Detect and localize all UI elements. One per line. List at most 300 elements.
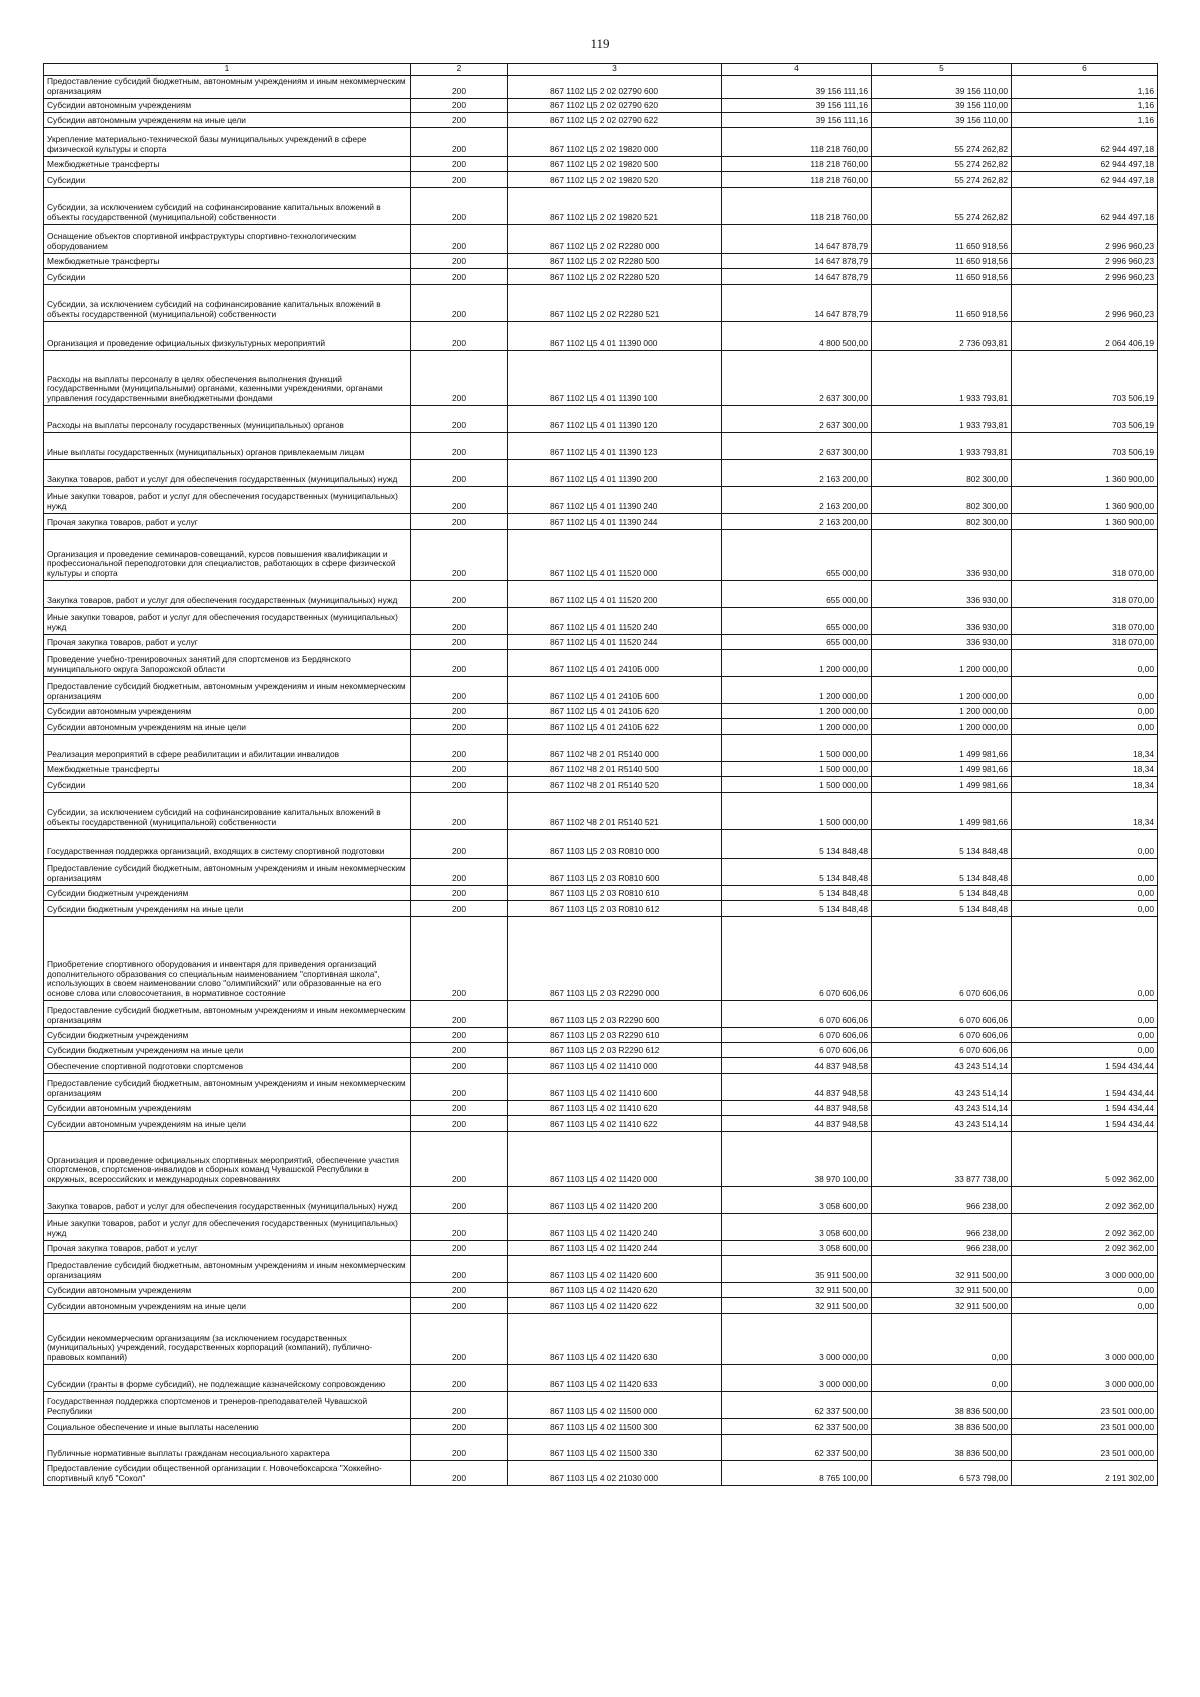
row-remaining-amount: 2 092 362,00 — [1012, 1186, 1158, 1213]
row-remaining-amount: 0,00 — [1012, 1000, 1158, 1027]
row-name: Субсидии автономным учреждениям на иные цели — [44, 1297, 411, 1313]
row-approved-amount: 38 970 100,00 — [722, 1131, 872, 1186]
table-row — [44, 1364, 1158, 1391]
budget-table — [43, 63, 1158, 1486]
row-approved-amount: 14 647 878,79 — [722, 224, 872, 253]
row-remaining-amount: 1,16 — [1012, 75, 1158, 98]
table-row — [44, 1313, 1158, 1364]
table-row — [44, 1027, 1158, 1042]
row-code-line: 200 — [411, 676, 508, 703]
row-budget-code: 867 1103 Ц5 2 03 R2290 610 — [508, 1027, 722, 1042]
row-remaining-amount: 0,00 — [1012, 916, 1158, 1000]
row-name: Субсидии бюджетным учреждениям — [44, 885, 411, 900]
row-approved-amount: 655 000,00 — [722, 529, 872, 580]
row-name: Предоставление субсидий бюджетным, автономным учреждениям и иным некоммерческим организациям — [44, 1073, 411, 1100]
row-code-line: 200 — [411, 284, 508, 321]
row-remaining-amount: 62 944 497,18 — [1012, 127, 1158, 156]
row-name: Прочая закупка товаров, работ и услуг — [44, 1240, 411, 1255]
row-budget-code: 867 1102 Ц5 4 01 2410Б 000 — [508, 649, 722, 676]
row-name: Субсидии (гранты в форме субсидий), не подлежащие казначейскому сопровождению — [44, 1364, 411, 1391]
row-budget-code: 867 1103 Ц5 2 03 R0810 000 — [508, 829, 722, 858]
row-executed-amount: 1 499 981,66 — [872, 761, 1012, 776]
row-code-line: 200 — [411, 718, 508, 734]
row-remaining-amount: 62 944 497,18 — [1012, 171, 1158, 187]
row-budget-code: 867 1102 Ц5 4 01 11390 120 — [508, 405, 722, 432]
row-approved-amount: 44 837 948,58 — [722, 1057, 872, 1073]
row-budget-code: 867 1103 Ц5 4 02 11420 622 — [508, 1297, 722, 1313]
row-remaining-amount: 3 000 000,00 — [1012, 1313, 1158, 1364]
row-name: Субсидии бюджетным учреждениям — [44, 1027, 411, 1042]
row-name: Государственная поддержка организаций, входящих в систему спортивной подготовки — [44, 829, 411, 858]
row-approved-amount: 3 058 600,00 — [722, 1186, 872, 1213]
row-code-line: 200 — [411, 858, 508, 885]
row-executed-amount: 336 930,00 — [872, 580, 1012, 607]
row-approved-amount: 8 765 100,00 — [722, 1460, 872, 1485]
row-executed-amount: 33 877 738,00 — [872, 1131, 1012, 1186]
row-code-line: 200 — [411, 1115, 508, 1131]
row-budget-code: 867 1102 Ц5 2 02 R2280 521 — [508, 284, 722, 321]
row-executed-amount: 5 134 848,48 — [872, 858, 1012, 885]
row-executed-amount: 1 499 981,66 — [872, 776, 1012, 792]
table-row — [44, 1131, 1158, 1186]
table-row — [44, 1255, 1158, 1282]
table-row — [44, 529, 1158, 580]
row-code-line: 200 — [411, 1057, 508, 1073]
row-code-line: 200 — [411, 1131, 508, 1186]
row-remaining-amount: 0,00 — [1012, 703, 1158, 718]
table-row — [44, 1100, 1158, 1115]
row-code-line: 200 — [411, 649, 508, 676]
row-approved-amount: 1 500 000,00 — [722, 792, 872, 829]
row-executed-amount: 336 930,00 — [872, 607, 1012, 634]
row-name: Предоставление субсидий бюджетным, автономным учреждениям и иным некоммерческим организациям — [44, 75, 411, 98]
row-name: Субсидии автономным учреждениям на иные цели — [44, 718, 411, 734]
row-budget-code: 867 1103 Ц5 2 03 R2290 600 — [508, 1000, 722, 1027]
row-remaining-amount: 18,34 — [1012, 761, 1158, 776]
row-executed-amount: 39 156 110,00 — [872, 98, 1012, 112]
table-row — [44, 1057, 1158, 1073]
row-approved-amount: 14 647 878,79 — [722, 268, 872, 284]
row-budget-code: 867 1102 Ц5 2 02 02790 620 — [508, 98, 722, 112]
row-code-line: 200 — [411, 1297, 508, 1313]
row-remaining-amount: 318 070,00 — [1012, 607, 1158, 634]
row-code-line: 200 — [411, 187, 508, 224]
row-executed-amount: 0,00 — [872, 1313, 1012, 1364]
row-executed-amount: 1 933 793,81 — [872, 432, 1012, 459]
row-code-line: 200 — [411, 1186, 508, 1213]
row-approved-amount: 655 000,00 — [722, 634, 872, 649]
row-budget-code: 867 1103 Ц5 4 02 11420 600 — [508, 1255, 722, 1282]
row-executed-amount: 5 134 848,48 — [872, 885, 1012, 900]
table-row — [44, 224, 1158, 253]
row-name: Субсидии автономным учреждениям на иные цели — [44, 1115, 411, 1131]
row-remaining-amount: 0,00 — [1012, 676, 1158, 703]
row-remaining-amount: 0,00 — [1012, 1027, 1158, 1042]
row-code-line: 200 — [411, 761, 508, 776]
table-row — [44, 253, 1158, 268]
row-name: Субсидии автономным учреждениям — [44, 98, 411, 112]
table-row — [44, 1000, 1158, 1027]
table-row — [44, 98, 1158, 112]
row-name: Закупка товаров, работ и услуг для обеспечения государственных (муниципальных) нужд — [44, 580, 411, 607]
table-row — [44, 607, 1158, 634]
row-code-line: 200 — [411, 171, 508, 187]
row-budget-code: 867 1102 Ц5 4 01 2410Б 620 — [508, 703, 722, 718]
row-budget-code: 867 1102 Ц5 4 01 11520 244 — [508, 634, 722, 649]
row-code-line: 200 — [411, 885, 508, 900]
row-code-line: 200 — [411, 486, 508, 513]
row-code-line: 200 — [411, 734, 508, 761]
table-row — [44, 284, 1158, 321]
row-remaining-amount: 18,34 — [1012, 734, 1158, 761]
row-approved-amount: 32 911 500,00 — [722, 1297, 872, 1313]
row-remaining-amount: 0,00 — [1012, 1042, 1158, 1057]
row-approved-amount: 39 156 111,16 — [722, 75, 872, 98]
table-row — [44, 1434, 1158, 1460]
table-row — [44, 580, 1158, 607]
row-executed-amount: 32 911 500,00 — [872, 1282, 1012, 1297]
table-row — [44, 156, 1158, 171]
row-executed-amount: 5 134 848,48 — [872, 900, 1012, 916]
row-code-line: 200 — [411, 98, 508, 112]
row-name: Расходы на выплаты персоналу государственных (муниципальных) органов — [44, 405, 411, 432]
row-code-line: 200 — [411, 127, 508, 156]
row-approved-amount: 1 500 000,00 — [722, 761, 872, 776]
row-code-line: 200 — [411, 321, 508, 350]
row-executed-amount: 802 300,00 — [872, 513, 1012, 529]
row-approved-amount: 39 156 111,16 — [722, 98, 872, 112]
row-name: Укрепление материально-технической базы муниципальных учреждений в сфере физической культуры и спорта — [44, 127, 411, 156]
row-code-line: 200 — [411, 580, 508, 607]
row-executed-amount: 966 238,00 — [872, 1240, 1012, 1255]
row-budget-code: 867 1102 Ч8 2 01 R5140 000 — [508, 734, 722, 761]
row-approved-amount: 1 200 000,00 — [722, 703, 872, 718]
row-approved-amount: 3 058 600,00 — [722, 1240, 872, 1255]
table-row — [44, 350, 1158, 405]
table-row — [44, 268, 1158, 284]
row-budget-code: 867 1102 Ц5 4 01 11390 100 — [508, 350, 722, 405]
row-remaining-amount: 2 996 960,23 — [1012, 253, 1158, 268]
budget-table-wrap — [43, 63, 1157, 1486]
row-name: Субсидии, за исключением субсидий на софинансирование капитальных вложений в объекты государственной (муниципальной) собственности — [44, 284, 411, 321]
row-remaining-amount: 0,00 — [1012, 829, 1158, 858]
row-remaining-amount: 1 360 900,00 — [1012, 486, 1158, 513]
row-code-line: 200 — [411, 776, 508, 792]
row-approved-amount: 1 500 000,00 — [722, 776, 872, 792]
column-header-5: 5 — [872, 64, 1012, 76]
row-name: Реализация мероприятий в сфере реабилитации и абилитации инвалидов — [44, 734, 411, 761]
row-name: Субсидии автономным учреждениям — [44, 1100, 411, 1115]
table-row — [44, 405, 1158, 432]
row-remaining-amount: 2 191 302,00 — [1012, 1460, 1158, 1485]
row-approved-amount: 1 200 000,00 — [722, 649, 872, 676]
table-row — [44, 1213, 1158, 1240]
row-approved-amount: 35 911 500,00 — [722, 1255, 872, 1282]
row-name: Субсидии бюджетным учреждениям на иные цели — [44, 1042, 411, 1057]
row-name: Субсидии автономным учреждениям на иные цели — [44, 112, 411, 127]
table-row — [44, 486, 1158, 513]
row-name: Межбюджетные трансферты — [44, 253, 411, 268]
row-executed-amount: 43 243 514,14 — [872, 1073, 1012, 1100]
row-budget-code: 867 1103 Ц5 4 02 21030 000 — [508, 1460, 722, 1485]
row-code-line: 200 — [411, 829, 508, 858]
row-budget-code: 867 1103 Ц5 4 02 11420 620 — [508, 1282, 722, 1297]
row-executed-amount: 6 573 798,00 — [872, 1460, 1012, 1485]
row-approved-amount: 6 070 606,06 — [722, 1042, 872, 1057]
row-budget-code: 867 1102 Ц5 2 02 19820 000 — [508, 127, 722, 156]
row-approved-amount: 62 337 500,00 — [722, 1418, 872, 1434]
row-executed-amount: 5 134 848,48 — [872, 829, 1012, 858]
row-remaining-amount: 62 944 497,18 — [1012, 187, 1158, 224]
row-executed-amount: 1 933 793,81 — [872, 405, 1012, 432]
row-approved-amount: 5 134 848,48 — [722, 858, 872, 885]
table-row — [44, 792, 1158, 829]
row-executed-amount: 1 200 000,00 — [872, 718, 1012, 734]
column-header-2: 2 — [411, 64, 508, 76]
row-remaining-amount: 1 594 434,44 — [1012, 1057, 1158, 1073]
row-name: Проведение учебно-тренировочных занятий для спортсменов из Бердянского муниципального округа Запорожской области — [44, 649, 411, 676]
table-row — [44, 1042, 1158, 1057]
row-name: Организация и проведение официальных физкультурных мероприятий — [44, 321, 411, 350]
row-name: Иные закупки товаров, работ и услуг для обеспечения государственных (муниципальных) нужд — [44, 607, 411, 634]
row-remaining-amount: 18,34 — [1012, 792, 1158, 829]
row-name: Предоставление субсидий бюджетным, автономным учреждениям и иным некоммерческим организациям — [44, 858, 411, 885]
row-remaining-amount: 23 501 000,00 — [1012, 1391, 1158, 1418]
row-approved-amount: 1 200 000,00 — [722, 718, 872, 734]
row-name: Публичные нормативные выплаты гражданам несоциального характера — [44, 1434, 411, 1460]
row-name: Субсидии, за исключением субсидий на софинансирование капитальных вложений в объекты государственной (муниципальной) собственности — [44, 187, 411, 224]
row-budget-code: 867 1102 Ц5 4 01 11390 240 — [508, 486, 722, 513]
table-row — [44, 1391, 1158, 1418]
table-row — [44, 1297, 1158, 1313]
table-row — [44, 734, 1158, 761]
row-code-line: 200 — [411, 1434, 508, 1460]
table-row — [44, 634, 1158, 649]
row-name: Социальное обеспечение и иные выплаты населению — [44, 1418, 411, 1434]
row-name: Субсидии автономным учреждениям — [44, 1282, 411, 1297]
row-executed-amount: 1 499 981,66 — [872, 792, 1012, 829]
row-budget-code: 867 1102 Ц5 4 01 11520 200 — [508, 580, 722, 607]
row-executed-amount: 6 070 606,06 — [872, 1027, 1012, 1042]
row-name: Межбюджетные трансферты — [44, 156, 411, 171]
table-row — [44, 703, 1158, 718]
row-name: Иные закупки товаров, работ и услуг для обеспечения государственных (муниципальных) нужд — [44, 1213, 411, 1240]
table-row — [44, 1073, 1158, 1100]
row-remaining-amount: 318 070,00 — [1012, 529, 1158, 580]
row-approved-amount: 118 218 760,00 — [722, 187, 872, 224]
row-code-line: 200 — [411, 1282, 508, 1297]
row-name: Государственная поддержка спортсменов и тренеров-преподавателей Чувашской Республики — [44, 1391, 411, 1418]
row-budget-code: 867 1102 Ч8 2 01 R5140 520 — [508, 776, 722, 792]
row-name: Обеспечение спортивной подготовки спортсменов — [44, 1057, 411, 1073]
table-row — [44, 761, 1158, 776]
row-executed-amount: 38 836 500,00 — [872, 1391, 1012, 1418]
row-budget-code: 867 1103 Ц5 2 03 R2290 000 — [508, 916, 722, 1000]
row-remaining-amount: 703 506,19 — [1012, 405, 1158, 432]
row-remaining-amount: 2 996 960,23 — [1012, 284, 1158, 321]
row-remaining-amount: 23 501 000,00 — [1012, 1434, 1158, 1460]
row-executed-amount: 802 300,00 — [872, 459, 1012, 486]
row-approved-amount: 118 218 760,00 — [722, 171, 872, 187]
table-row — [44, 171, 1158, 187]
row-approved-amount: 62 337 500,00 — [722, 1391, 872, 1418]
row-remaining-amount: 3 000 000,00 — [1012, 1255, 1158, 1282]
row-executed-amount: 1 933 793,81 — [872, 350, 1012, 405]
row-remaining-amount: 1,16 — [1012, 98, 1158, 112]
row-executed-amount: 966 238,00 — [872, 1213, 1012, 1240]
row-code-line: 200 — [411, 405, 508, 432]
row-executed-amount: 802 300,00 — [872, 486, 1012, 513]
row-approved-amount: 5 134 848,48 — [722, 885, 872, 900]
page-number: 119 — [590, 36, 610, 51]
row-name: Межбюджетные трансферты — [44, 761, 411, 776]
row-approved-amount: 44 837 948,58 — [722, 1073, 872, 1100]
row-executed-amount: 43 243 514,14 — [872, 1057, 1012, 1073]
row-code-line: 200 — [411, 1100, 508, 1115]
row-executed-amount: 55 274 262,82 — [872, 171, 1012, 187]
row-budget-code: 867 1103 Ц5 2 03 R2290 612 — [508, 1042, 722, 1057]
row-approved-amount: 39 156 111,16 — [722, 112, 872, 127]
row-name: Субсидии автономным учреждениям — [44, 703, 411, 718]
row-code-line: 200 — [411, 432, 508, 459]
row-remaining-amount: 1 594 434,44 — [1012, 1100, 1158, 1115]
row-budget-code: 867 1102 Ц5 2 02 19820 500 — [508, 156, 722, 171]
row-executed-amount: 32 911 500,00 — [872, 1255, 1012, 1282]
row-code-line: 200 — [411, 112, 508, 127]
row-executed-amount: 55 274 262,82 — [872, 156, 1012, 171]
row-code-line: 200 — [411, 156, 508, 171]
table-row — [44, 676, 1158, 703]
row-budget-code: 867 1103 Ц5 4 02 11420 200 — [508, 1186, 722, 1213]
row-budget-code: 867 1102 Ц5 4 01 11520 000 — [508, 529, 722, 580]
row-code-line: 200 — [411, 529, 508, 580]
column-header-4: 4 — [722, 64, 872, 76]
row-executed-amount: 39 156 110,00 — [872, 75, 1012, 98]
row-approved-amount: 3 000 000,00 — [722, 1364, 872, 1391]
row-code-line: 200 — [411, 1391, 508, 1418]
column-header-1: 1 — [44, 64, 411, 76]
row-budget-code: 867 1102 Ц5 2 02 R2280 000 — [508, 224, 722, 253]
row-executed-amount: 6 070 606,06 — [872, 916, 1012, 1000]
row-code-line: 200 — [411, 1042, 508, 1057]
row-approved-amount: 6 070 606,06 — [722, 1027, 872, 1042]
row-executed-amount: 43 243 514,14 — [872, 1115, 1012, 1131]
table-row — [44, 459, 1158, 486]
row-budget-code: 867 1102 Ц5 2 02 02790 600 — [508, 75, 722, 98]
row-remaining-amount: 1 360 900,00 — [1012, 459, 1158, 486]
table-row — [44, 916, 1158, 1000]
row-executed-amount: 38 836 500,00 — [872, 1434, 1012, 1460]
row-budget-code: 867 1103 Ц5 4 02 11410 000 — [508, 1057, 722, 1073]
row-budget-code: 867 1102 Ц5 4 01 2410Б 622 — [508, 718, 722, 734]
row-approved-amount: 6 070 606,06 — [722, 1000, 872, 1027]
table-row — [44, 321, 1158, 350]
table-row — [44, 127, 1158, 156]
row-budget-code: 867 1103 Ц5 2 03 R0810 612 — [508, 900, 722, 916]
row-approved-amount: 2 163 200,00 — [722, 513, 872, 529]
row-budget-code: 867 1102 Ц5 2 02 19820 520 — [508, 171, 722, 187]
row-remaining-amount: 62 944 497,18 — [1012, 156, 1158, 171]
row-budget-code: 867 1102 Ц5 4 01 11390 000 — [508, 321, 722, 350]
row-approved-amount: 118 218 760,00 — [722, 127, 872, 156]
row-budget-code: 867 1103 Ц5 4 02 11410 622 — [508, 1115, 722, 1131]
row-budget-code: 867 1103 Ц5 4 02 11420 630 — [508, 1313, 722, 1364]
row-approved-amount: 655 000,00 — [722, 607, 872, 634]
row-name: Иные закупки товаров, работ и услуг для обеспечения государственных (муниципальных) нужд — [44, 486, 411, 513]
row-remaining-amount: 5 092 362,00 — [1012, 1131, 1158, 1186]
row-remaining-amount: 1 594 434,44 — [1012, 1115, 1158, 1131]
row-remaining-amount: 0,00 — [1012, 885, 1158, 900]
row-budget-code: 867 1103 Ц5 4 02 11410 600 — [508, 1073, 722, 1100]
row-budget-code: 867 1102 Ч8 2 01 R5140 500 — [508, 761, 722, 776]
row-remaining-amount: 2 092 362,00 — [1012, 1213, 1158, 1240]
row-code-line: 200 — [411, 916, 508, 1000]
row-remaining-amount: 0,00 — [1012, 718, 1158, 734]
row-executed-amount: 1 200 000,00 — [872, 649, 1012, 676]
row-budget-code: 867 1102 Ц5 4 01 11390 200 — [508, 459, 722, 486]
table-row — [44, 1418, 1158, 1434]
row-budget-code: 867 1103 Ц5 4 02 11410 620 — [508, 1100, 722, 1115]
row-executed-amount: 1 200 000,00 — [872, 676, 1012, 703]
table-row — [44, 885, 1158, 900]
row-executed-amount: 11 650 918,56 — [872, 284, 1012, 321]
row-remaining-amount: 2 092 362,00 — [1012, 1240, 1158, 1255]
table-row — [44, 1186, 1158, 1213]
row-budget-code: 867 1103 Ц5 4 02 11500 000 — [508, 1391, 722, 1418]
row-executed-amount: 0,00 — [872, 1364, 1012, 1391]
row-remaining-amount: 2 996 960,23 — [1012, 268, 1158, 284]
row-code-line: 200 — [411, 75, 508, 98]
row-code-line: 200 — [411, 1027, 508, 1042]
row-approved-amount: 32 911 500,00 — [722, 1282, 872, 1297]
row-remaining-amount: 318 070,00 — [1012, 580, 1158, 607]
table-row — [44, 75, 1158, 98]
row-budget-code: 867 1103 Ц5 4 02 11420 240 — [508, 1213, 722, 1240]
row-remaining-amount: 2 996 960,23 — [1012, 224, 1158, 253]
row-name: Иные выплаты государственных (муниципальных) органов привлекаемым лицам — [44, 432, 411, 459]
row-approved-amount: 2 637 300,00 — [722, 350, 872, 405]
row-approved-amount: 2 637 300,00 — [722, 432, 872, 459]
row-approved-amount: 2 163 200,00 — [722, 486, 872, 513]
row-name: Закупка товаров, работ и услуг для обеспечения государственных (муниципальных) нужд — [44, 459, 411, 486]
row-budget-code: 867 1102 Ц5 2 02 R2280 500 — [508, 253, 722, 268]
table-row — [44, 649, 1158, 676]
row-remaining-amount: 0,00 — [1012, 900, 1158, 916]
row-approved-amount: 14 647 878,79 — [722, 253, 872, 268]
row-approved-amount: 44 837 948,58 — [722, 1100, 872, 1115]
row-approved-amount: 2 637 300,00 — [722, 405, 872, 432]
table-row — [44, 900, 1158, 916]
row-approved-amount: 44 837 948,58 — [722, 1115, 872, 1131]
row-name: Предоставление субсидий бюджетным, автономным учреждениям и иным некоммерческим организациям — [44, 676, 411, 703]
row-name: Прочая закупка товаров, работ и услуг — [44, 634, 411, 649]
row-executed-amount: 11 650 918,56 — [872, 253, 1012, 268]
row-approved-amount: 1 200 000,00 — [722, 676, 872, 703]
row-code-line: 200 — [411, 607, 508, 634]
row-approved-amount: 62 337 500,00 — [722, 1434, 872, 1460]
row-code-line: 200 — [411, 513, 508, 529]
row-code-line: 200 — [411, 268, 508, 284]
row-executed-amount: 43 243 514,14 — [872, 1100, 1012, 1115]
row-name: Организация и проведение семинаров-совещаний, курсов повышения квалификации и профессиональной переподготовки для специалистов, работающих в сфере физической культуры и спорта — [44, 529, 411, 580]
row-budget-code: 867 1103 Ц5 4 02 11420 633 — [508, 1364, 722, 1391]
row-code-line: 200 — [411, 253, 508, 268]
row-remaining-amount: 0,00 — [1012, 1297, 1158, 1313]
table-row — [44, 1115, 1158, 1131]
row-executed-amount: 2 736 093,81 — [872, 321, 1012, 350]
row-remaining-amount: 23 501 000,00 — [1012, 1418, 1158, 1434]
table-row — [44, 858, 1158, 885]
